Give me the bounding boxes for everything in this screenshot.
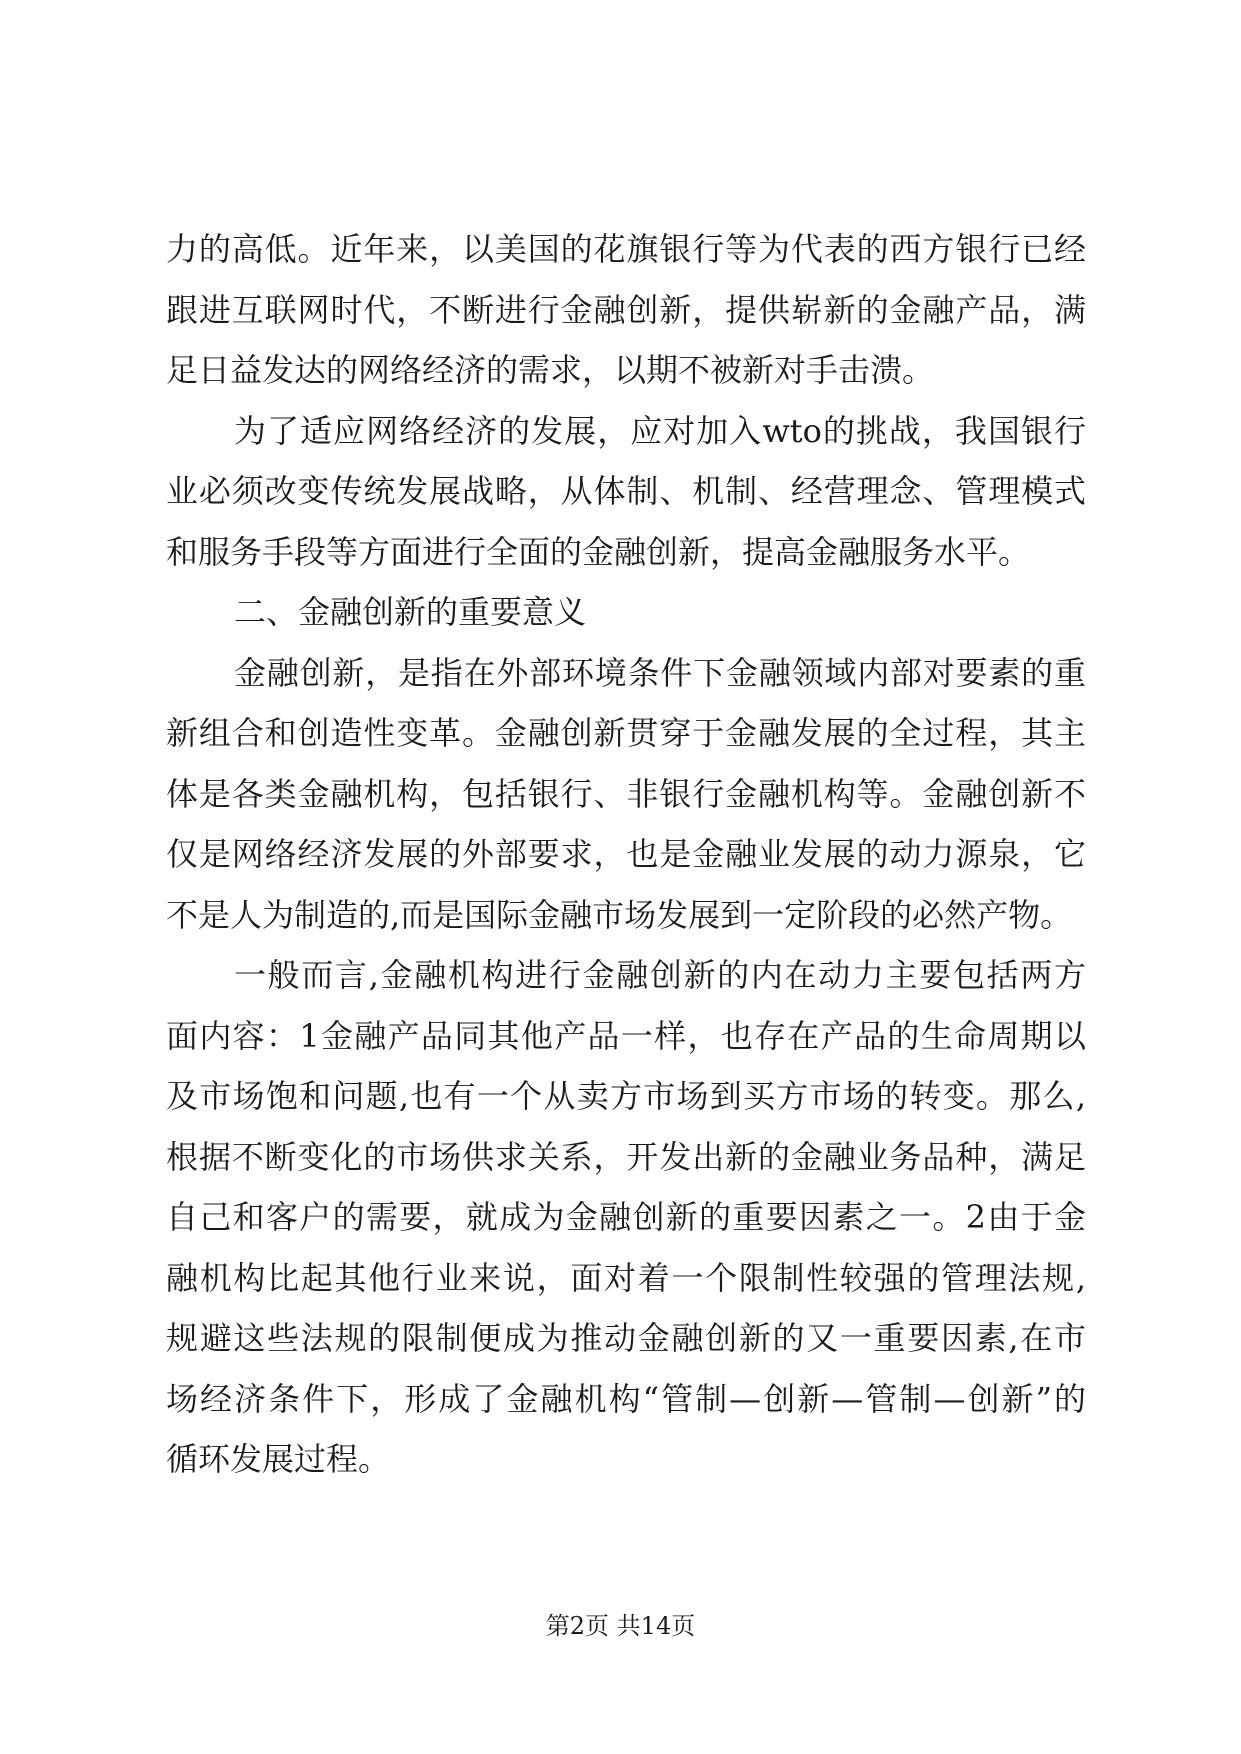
text-line: 和服务手段等方面进行全面的金融创新，提高金融服务水平。 [166,532,1031,571]
text-line: 为了适应网络经济的发展，应对加入wto的挑战，我国银行 [234,411,1086,450]
text-line: 新组合和创造性变革。金融创新贯穿于金融发展的全过程，其主 [166,714,1086,752]
section-heading: 二、金融创新的重要意义 [234,593,587,631]
text-line: 自己和客户的需要，就成为金融创新的重要因素之一。2由于金 [166,1198,1086,1236]
text-line: 一般而言,金融机构进行金融创新的内在动力主要包括两方 [234,956,1086,994]
body-text [166,228,1086,1499]
text-line: 及市场饱和问题,也有一个从卖方市场到买方市场的转变。那么, [166,1077,1086,1115]
text-line: 规避这些法规的限制便成为推动金融创新的又一重要因素,在市 [166,1319,1086,1357]
text-line: 业必须改变传统发展战略，从体制、机制、经营理念、管理模式 [166,472,1086,510]
text-line: 不是人为制造的,而是国际金融市场发展到一定阶段的必然产物。 [166,895,1073,934]
text-line: 仅是网络经济发展的外部要求，也是金融业发展的动力源泉，它 [166,835,1086,873]
text-line: 场经济条件下，形成了金融机构“管制—创新—管制—创新”的 [166,1379,1086,1418]
text-line: 力的高低。近年来，以美国的花旗银行等为代表的西方银行已经 [166,230,1086,268]
text-line: 跟进互联网时代，不断进行金融创新，提供崭新的金融产品，满 [166,290,1086,329]
text-line: 足日益发达的网络经济的需求，以期不被新对手击溃。 [166,351,935,389]
text-line: 体是各类金融机构，包括银行、非银行金融机构等。金融创新不 [166,774,1086,813]
text-line: 金融创新，是指在外部环境条件下金融领域内部对要素的重 [234,653,1086,692]
page-footer: 第2页 共14页 [545,1612,696,1640]
text-line: 循环发展过程。 [166,1440,391,1478]
text-line: 融机构比起其他行业来说，面对着一个限制性较强的管理法规, [166,1258,1086,1297]
text-line: 根据不断变化的市场供求关系，开发出新的金融业务品种，满足 [166,1137,1086,1176]
text-line: 面内容：1金融产品同其他产品一样，也存在产品的生命周期以 [166,1016,1086,1055]
